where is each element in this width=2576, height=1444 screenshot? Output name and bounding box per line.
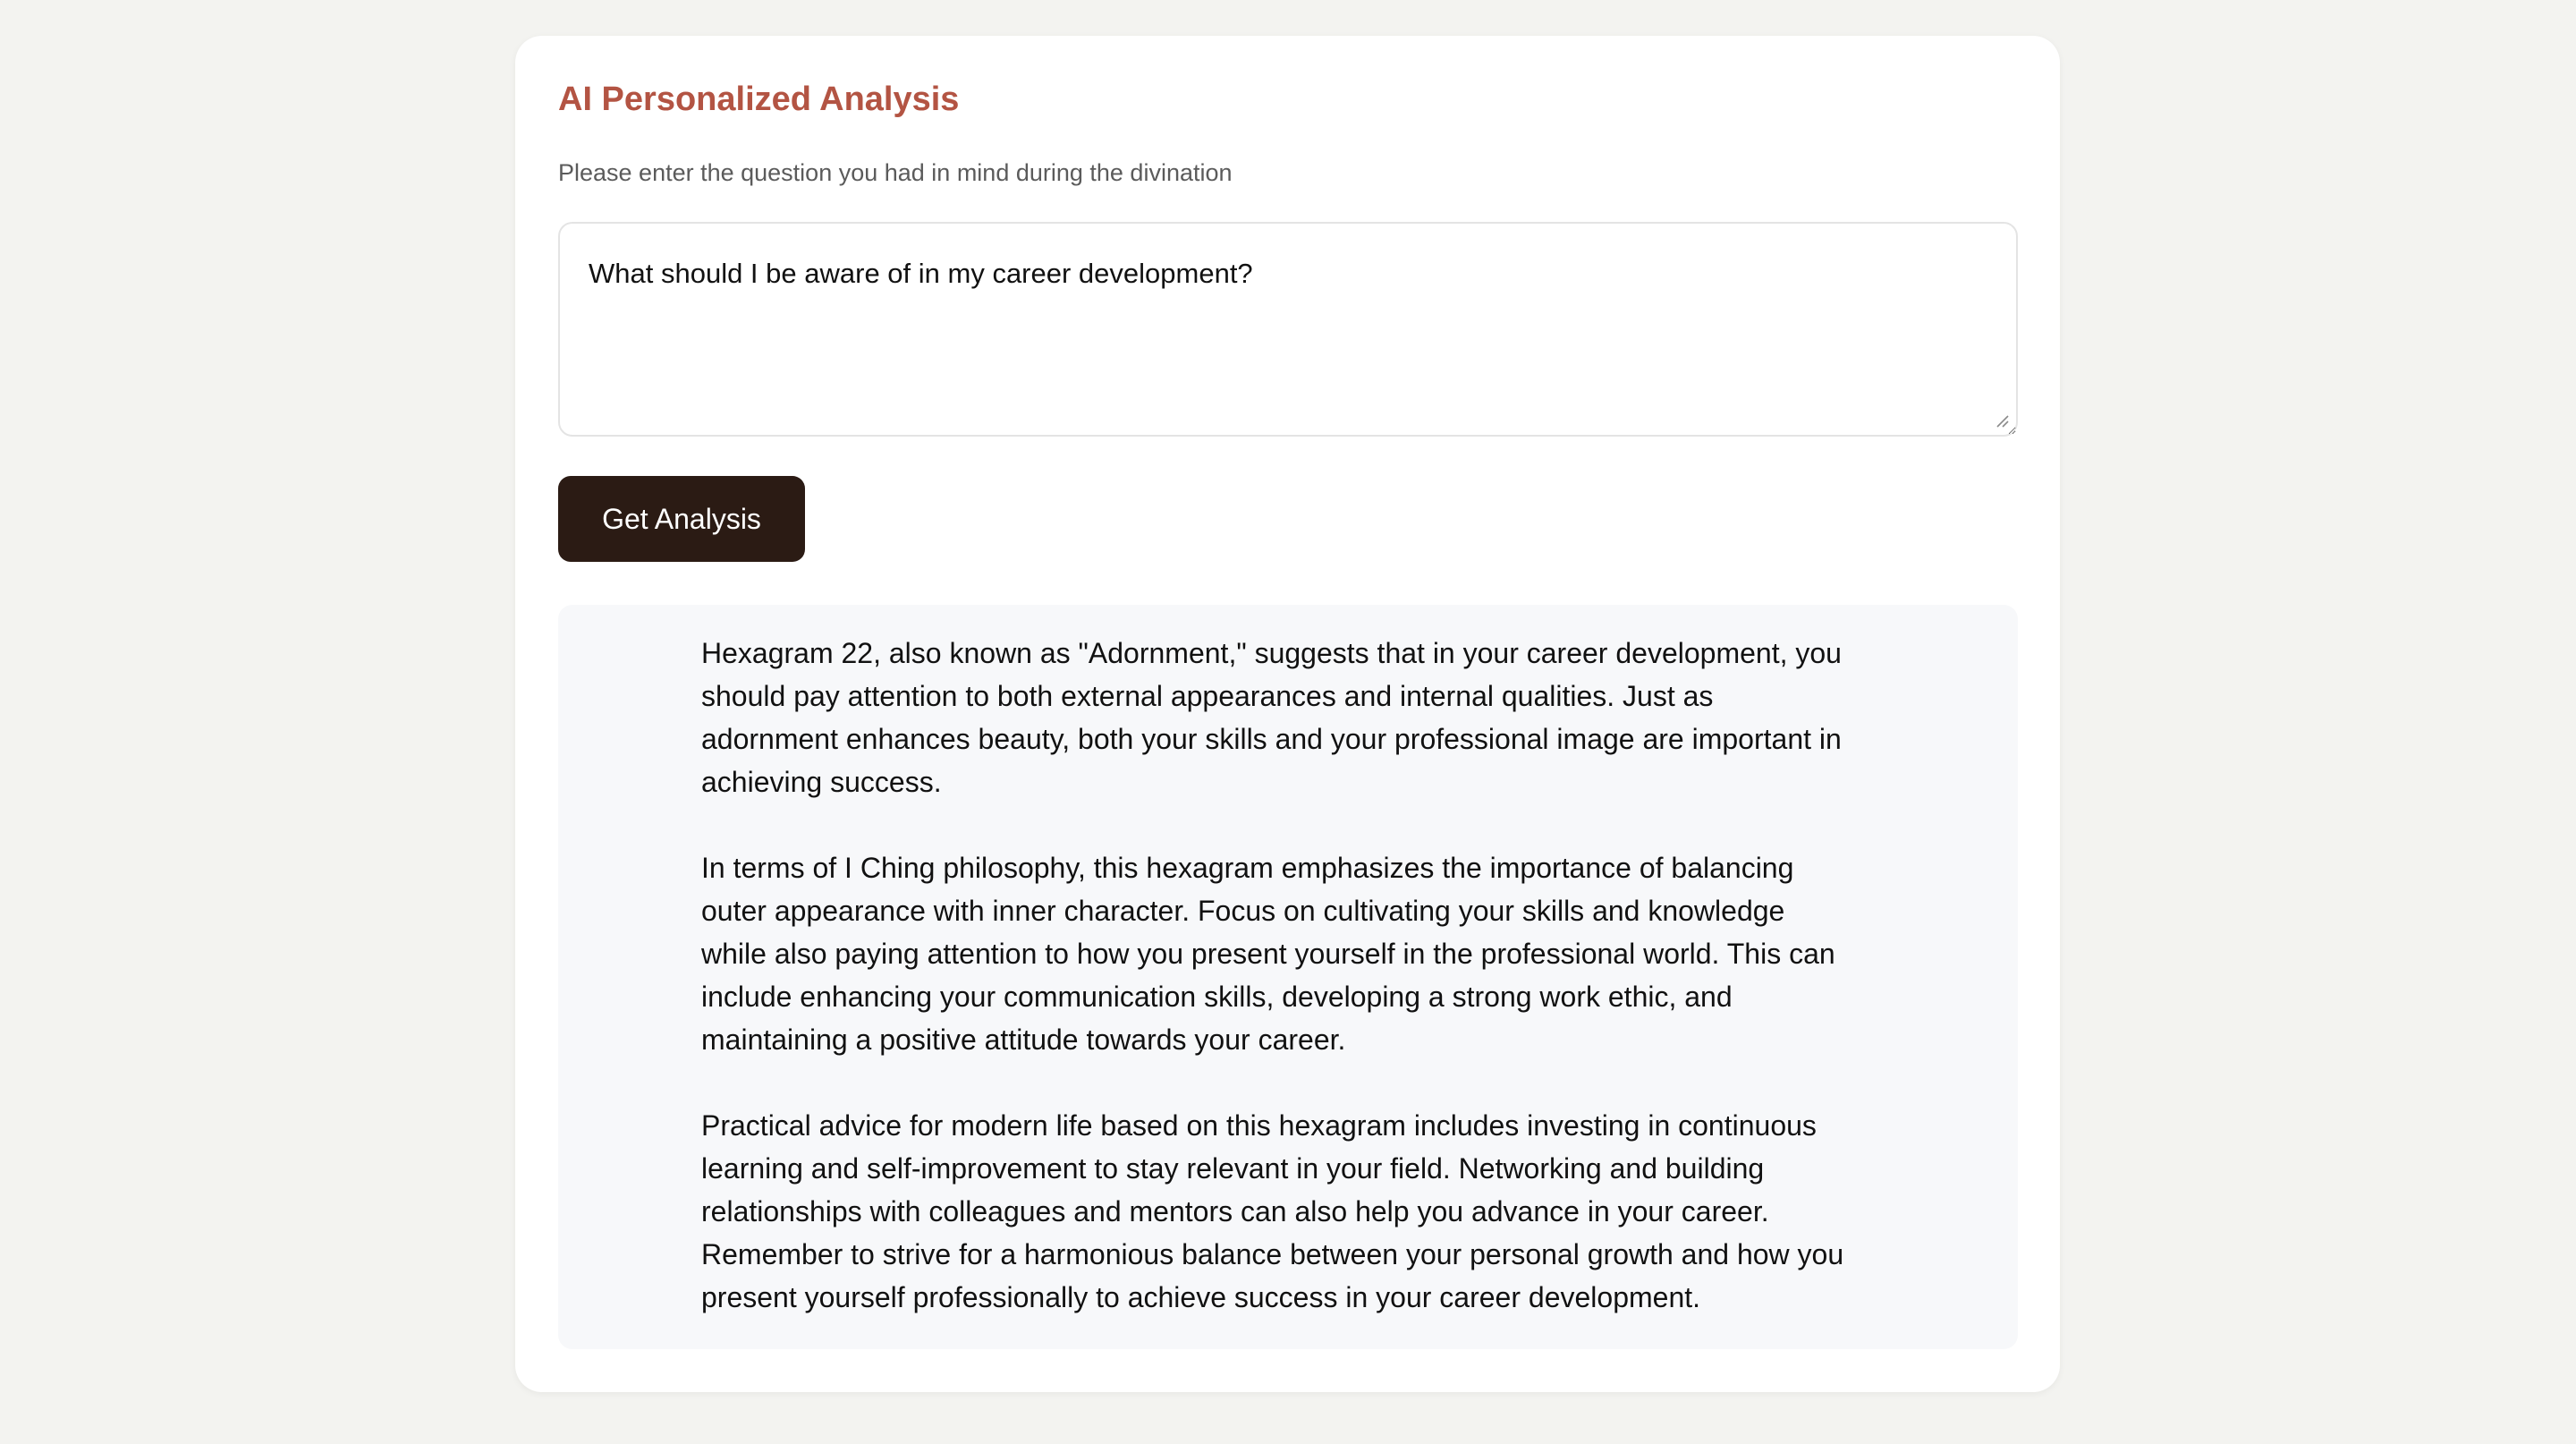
question-textarea[interactable] [558,222,2018,437]
question-prompt: Please enter the question you had in mind during the divination [558,159,1233,186]
result-paragraph: Practical advice for modern life based on this hexagram includes investing in continuous learning and self-improvement to stay relevant in your field. Networking and building relationships with colleagues and mentors can also help you advance in your career. Remember to strive for a harmonious balance between your personal growth and how you present yourself professionally to achieve success in your career development. [701,1109,1844,1313]
result-paragraph: Hexagram 22, also known as "Adornment," suggests that in your career development, you should pay attention to both external appearances and internal qualities. Just as adornment enhances beauty, both your skills and your professional image are important in achieving success. [701,637,1842,798]
analysis-result-panel [558,605,2018,1349]
analysis-card [515,36,2060,1392]
result-paragraph: In terms of I Ching philosophy, this hexagram emphasizes the importance of balancing outer appearance with inner character. Focus on cultivating your skills and knowledge while also paying attention to how you present yourself in the professional world. This can include enhancing your communication skills, developing a strong work ethic, and maintaining a positive attitude towards your career. [701,852,1835,1056]
question-text: What should I be aware of in my career development? [589,258,1253,289]
analysis-result-text [701,632,1891,1319]
resize-grip-icon[interactable] [1995,413,2009,428]
get-analysis-button[interactable]: Get Analysis [558,476,805,562]
page-title: AI Personalized Analysis [558,81,960,118]
